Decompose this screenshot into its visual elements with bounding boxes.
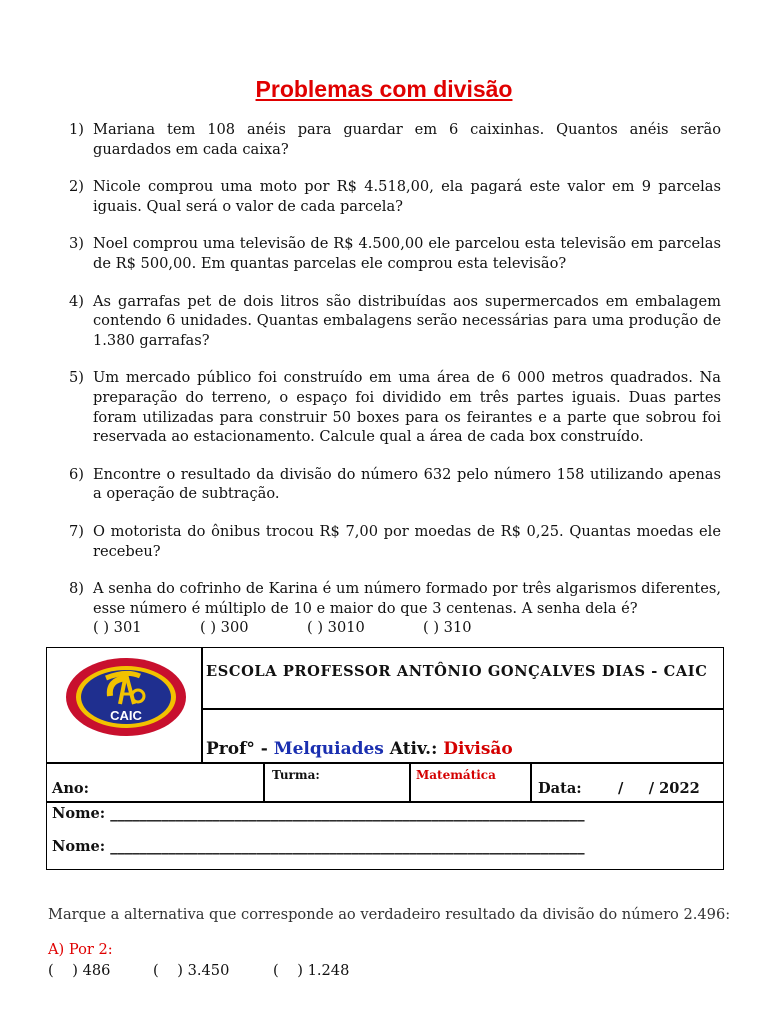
answer-option[interactable]: ( ) 3010	[307, 619, 365, 637]
prof-label: Prof° -	[206, 739, 274, 759]
turma-label: Turma:	[272, 768, 320, 782]
question-item	[69, 234, 721, 273]
question-item	[69, 292, 721, 351]
question-number: 8)	[69, 580, 84, 598]
answer-option[interactable]: ( ) 1.248	[273, 962, 350, 979]
divider	[201, 708, 724, 710]
answer-option[interactable]: ( ) 300	[200, 619, 249, 637]
answer-option[interactable]: ( ) 3.450	[153, 962, 230, 979]
question-text: Encontre o resultado da divisão do número 632 pelo número 158 utilizando apenas a operação de subtração.	[93, 465, 721, 503]
divider	[263, 762, 265, 802]
answer-option[interactable]: ( ) 310	[423, 619, 472, 637]
divider	[530, 762, 532, 802]
data-label: Data:	[538, 780, 582, 797]
question-item	[69, 368, 721, 446]
ativ-label: Ativ.:	[383, 739, 444, 759]
divider	[201, 647, 203, 762]
question-number: 4)	[69, 292, 84, 310]
question-list	[69, 120, 721, 638]
question-number: 7)	[69, 522, 84, 540]
question-item	[69, 465, 721, 504]
divider	[409, 762, 411, 802]
logo-text: CAIC	[110, 708, 142, 723]
answer-options	[48, 962, 349, 979]
question-number: 6)	[69, 465, 84, 483]
question-item	[69, 177, 721, 216]
school-logo	[64, 656, 188, 738]
question-text: Mariana tem 108 anéis para guardar em 6 caixinhas. Quantos anéis serão guardados em cada caixa?	[93, 121, 721, 158]
prof-name: Melquiades	[273, 739, 384, 759]
question-text: Noel comprou uma televisão de R$ 4.500,00 ele parcelou esta televisão em parcelas de R$ 500,00. Em quantas parcelas ele comprou esta televisão?	[93, 235, 721, 272]
divider	[46, 801, 724, 803]
question-text: Nicole comprou uma moto por R$ 4.518,00, ela pagará este valor em 9 parcelas iguais. Qual será o valor de cada parcela?	[93, 178, 721, 215]
question-number: 3)	[69, 235, 84, 253]
question-number: 2)	[69, 178, 84, 196]
answer-options	[93, 618, 721, 638]
divider	[46, 762, 724, 764]
question-text: O motorista do ônibus trocou R$ 7,00 por moedas de R$ 0,25. Quantas moedas ele recebeu?	[93, 522, 721, 560]
answer-option[interactable]: ( ) 486	[48, 962, 111, 979]
school-name: ESCOLA PROFESSOR ANTÔNIO GONÇALVES DIAS - CAIC	[206, 663, 708, 680]
ano-label: Ano:	[52, 780, 90, 797]
date-value: / / 2022	[618, 780, 700, 797]
question-item	[69, 522, 721, 561]
exercise-part-a: A) Por 2:	[48, 941, 113, 958]
question-number: 5)	[69, 369, 84, 387]
question-text: A senha do cofrinho de Karina é um número formado por três algarismos diferentes, esse número é múltiplo de 10 e maior do que 3 centenas. A senha dela é?	[93, 580, 721, 617]
nome-field[interactable]: Nome: _________________________________________________________________	[52, 805, 585, 822]
page-title: Problemas com divisão	[255, 76, 513, 102]
question-text: Um mercado público foi construído em uma área de 6 000 metros quadrados. Na preparação do terreno, o espaço foi dividido em três partes iguais. Duas partes foram utilizadas para construir 50 boxes para os feirantes e a parte que sobrou foi reservada ao estacionamento. Calcule qual a área de cada box construído.	[93, 369, 721, 446]
question-item	[69, 579, 721, 638]
answer-option[interactable]: ( ) 301	[93, 619, 142, 637]
question-number: 1)	[69, 121, 84, 138]
exercise-instruction: Marque a alternativa que corresponde ao verdadeiro resultado da divisão do número 2.496:	[48, 906, 731, 923]
nome-field[interactable]: Nome: _________________________________________________________________	[52, 838, 585, 855]
question-item	[69, 120, 721, 159]
ativ-value: Divisão	[443, 739, 513, 759]
subject-label: Matemática	[416, 768, 496, 782]
question-text: As garrafas pet de dois litros são distribuídas aos supermercados em embalagem contendo 6 unidades. Quantas embalagens serão necessárias para uma produção de 1.380 garrafas?	[93, 292, 721, 349]
teacher-line	[206, 739, 513, 759]
